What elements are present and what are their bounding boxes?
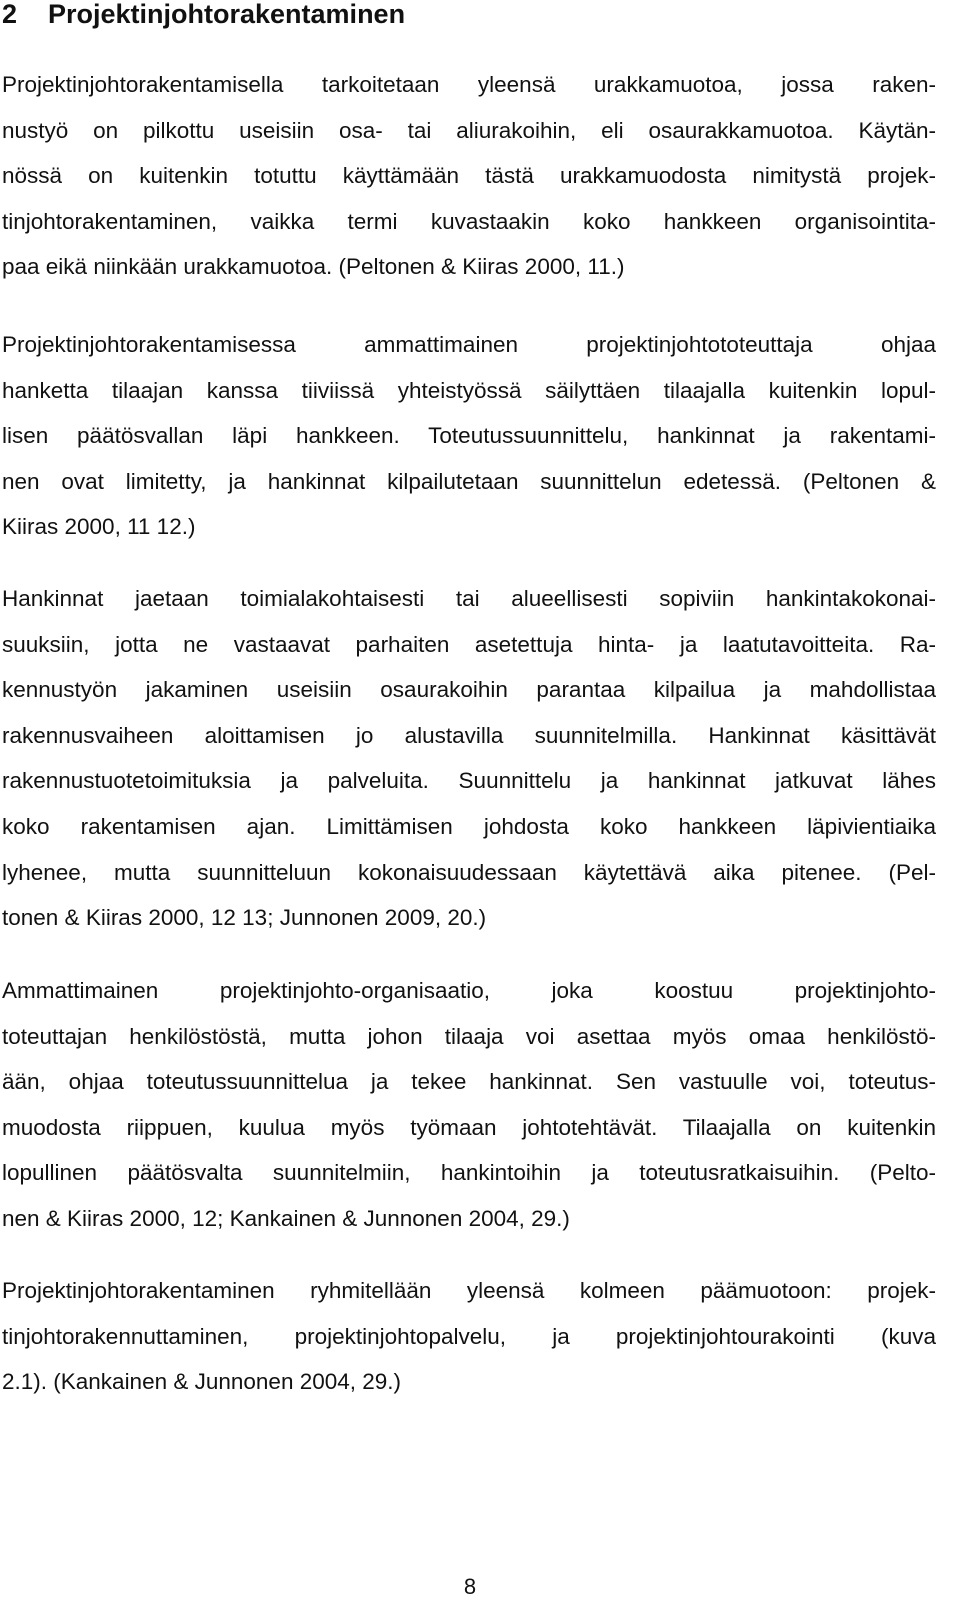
- paragraph-line: lyhenee, mutta suunnitteluun kokonaisuudessaan käytettävä aika pitenee. (Pel-: [2, 859, 936, 885]
- paragraph-line: hanketta tilaajan kanssa tiiviissä yhteistyössä säilyttäen tilaajalla kuitenkin lopul-: [2, 377, 936, 403]
- paragraph-line: nen ovat limitetty, ja hankinnat kilpailutetaan suunnittelun edetessä. (Peltonen &: [2, 468, 936, 494]
- paragraph-line: rakennusvaiheen aloittamisen jo alustavilla suunnitelmilla. Hankinnat käsittävät: [2, 722, 936, 748]
- page-number: 8: [463, 1574, 477, 1599]
- paragraph-line: Projektinjohtorakentamisella tarkoitetaan yleensä urakkamuotoa, jossa raken-: [2, 72, 936, 97]
- paragraph-1: [2, 62, 936, 290]
- paragraph-line: Hankinnat jaetaan toimialakohtaisesti tai alueellisesti sopiviin hankintakokonai-: [2, 586, 936, 611]
- paragraph-line: tonen & Kiiras 2000, 12 13; Junnonen 2009, 20.): [2, 905, 487, 931]
- paragraph-line: Projektinjohtorakentamisessa ammattimainen projektinjohtototeuttaja ohjaa: [2, 332, 936, 357]
- paragraph-line: lisen päätösvallan läpi hankkeen. Toteutussuunnittelu, hankinnat ja rakentami-: [2, 423, 936, 449]
- paragraph-line: tinjohtorakentaminen, vaikka termi kuvastaakin koko hankkeen organisointita-: [2, 208, 936, 234]
- paragraph-line: tinjohtorakennuttaminen, projektinjohtopalvelu, ja projektinjohtourakointi (kuva: [2, 1323, 936, 1349]
- paragraph-line: koko rakentamisen ajan. Limittämisen johdosta koko hankkeen läpivientiaika: [2, 813, 936, 839]
- paragraph-4: [2, 968, 936, 1242]
- paragraph-line: rakennustuotetoimituksia ja palveluita. Suunnittelu ja hankinnat jatkuvat lähes: [2, 768, 936, 794]
- paragraph-line: ään, ohjaa toteutussuunnittelua ja tekee hankinnat. Sen vastuulle voi, toteutus-: [2, 1069, 936, 1095]
- paragraph-line: nen & Kiiras 2000, 12; Kankainen & Junnonen 2004, 29.): [2, 1205, 570, 1231]
- paragraph-line: suuksiin, jotta ne vastaavat parhaiten asetettuja hinta- ja laatutavoitteita. Ra-: [2, 631, 936, 657]
- section-number: 2: [2, 0, 18, 29]
- paragraph-line: kennustyön jakaminen useisiin osaurakoihin parantaa kilpailua ja mahdollistaa: [2, 677, 936, 703]
- paragraph-2: [2, 322, 936, 550]
- paragraph-line: nustyö on pilkottu useisiin osa- tai aliurakoihin, eli osaurakkamuotoa. Käytän-: [2, 117, 936, 143]
- paragraph-line: Kiiras 2000, 11 12.): [2, 514, 196, 540]
- section-heading: [2, 0, 405, 34]
- paragraph-line: paa eikä niinkään urakkamuotoa. (Peltonen & Kiiras 2000, 11.): [2, 254, 625, 280]
- paragraph-line: Ammattimainen projektinjohto-organisaatio, joka koostuu projektinjohto-: [2, 978, 936, 1003]
- paragraph-line: toteuttajan henkilöstöstä, mutta johon tilaaja voi asettaa myös omaa henkilöstö-: [2, 1023, 936, 1049]
- paragraph-line: Projektinjohtorakentaminen ryhmitellään yleensä kolmeen päämuotoon: projek-: [2, 1278, 936, 1303]
- paragraph-line: muodosta riippuen, kuulua myös työmaan johtotehtävät. Tilaajalla on kuitenkin: [2, 1114, 936, 1140]
- section-title: Projektinjohtorakentaminen: [48, 0, 406, 29]
- paragraph-line: lopullinen päätösvalta suunnitelmiin, hankintoihin ja toteutusratkaisuihin. (Pelto-: [2, 1160, 936, 1186]
- paragraph-3: [2, 576, 936, 941]
- paragraph-line: 2.1). (Kankainen & Junnonen 2004, 29.): [2, 1369, 402, 1395]
- paragraph-line: nössä on kuitenkin totuttu käyttämään tästä urakkamuodosta nimitystä projek-: [2, 163, 936, 189]
- paragraph-5: [2, 1268, 936, 1405]
